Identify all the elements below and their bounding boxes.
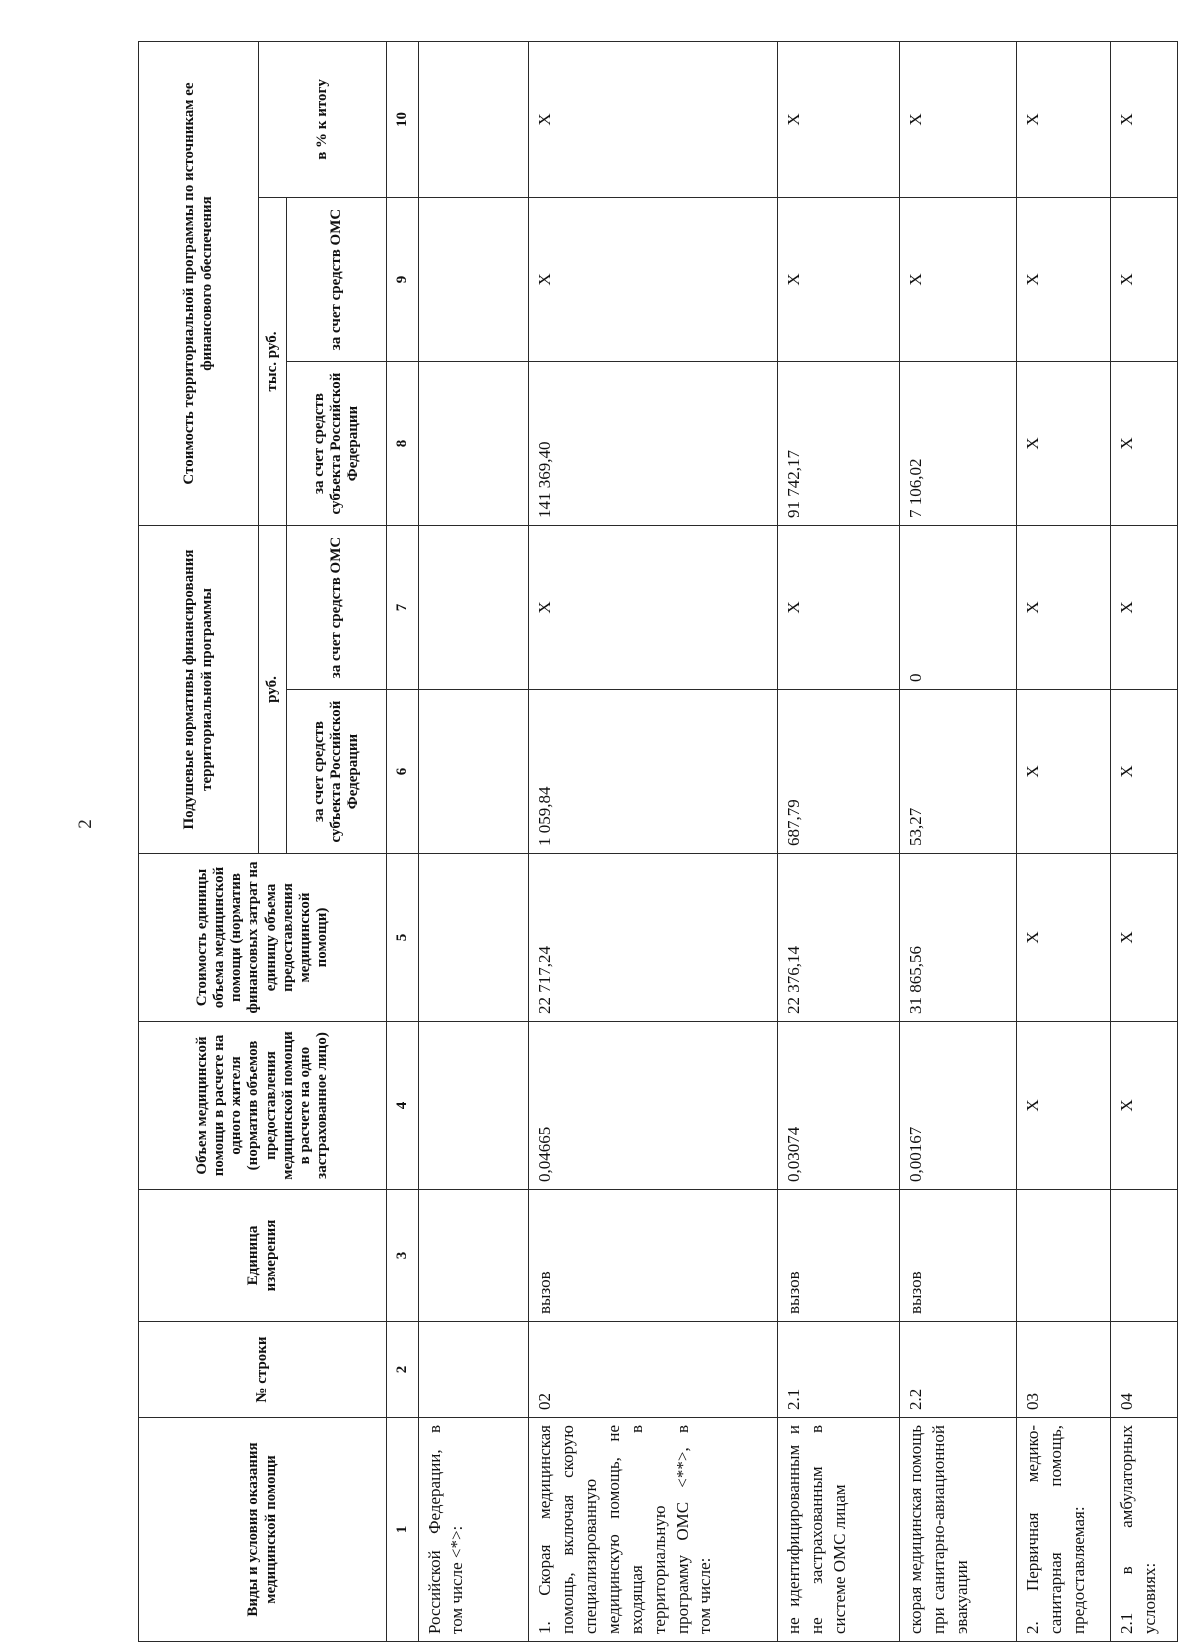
cell-per-capita-subject: Х — [1111, 690, 1178, 854]
cell-unit-cost: 31 865,56 — [900, 854, 1017, 1022]
cell-per-capita-oms: Х — [528, 526, 777, 690]
cell-line: 2.2 — [900, 1322, 1017, 1418]
table-row — [900, 41, 1017, 1641]
column-number: 8 — [387, 362, 418, 526]
cell-per-capita-subject: 53,27 — [900, 690, 1017, 854]
cell-per-capita-subject: Х — [1017, 690, 1111, 854]
cell-unit: вызов — [777, 1190, 899, 1322]
header-col7: за счет средств ОМС — [287, 526, 387, 690]
header-row-1 — [139, 41, 259, 1641]
column-number: 7 — [387, 526, 418, 690]
cell-cost-subject: 91 742,17 — [777, 362, 899, 526]
cell-percent: Х — [1111, 41, 1178, 197]
cell-volume: 0,00167 — [900, 1022, 1017, 1190]
header-unit-rub: руб. — [259, 526, 287, 854]
cell-name: не идентифицированным и не застрахованным в системе ОМС лицам — [777, 1418, 899, 1642]
cell-unit-cost — [418, 854, 528, 1022]
cell-unit — [418, 1190, 528, 1322]
column-number-row — [387, 41, 418, 1641]
cell-unit — [1017, 1190, 1111, 1322]
cell-volume: Х — [1017, 1022, 1111, 1190]
cell-cost-oms — [418, 198, 528, 362]
cell-cost-subject: 7 106,02 — [900, 362, 1017, 526]
column-number: 3 — [387, 1190, 418, 1322]
column-number: 5 — [387, 854, 418, 1022]
cell-cost-subject: Х — [1017, 362, 1111, 526]
header-col10: в % к итогу — [259, 41, 387, 197]
cell-per-capita-oms: Х — [1111, 526, 1178, 690]
cell-percent: Х — [528, 41, 777, 197]
cell-line: 02 — [528, 1322, 777, 1418]
table-rotated-container — [138, 42, 1178, 1642]
cell-volume: Х — [1111, 1022, 1178, 1190]
cell-percent: Х — [1017, 41, 1111, 197]
cell-per-capita-oms: 0 — [900, 526, 1017, 690]
cell-cost-subject: 141 369,40 — [528, 362, 777, 526]
header-group-cost: Стоимость территориальной программы по источникам ее финансового обеспечения — [139, 41, 259, 525]
column-number: 1 — [387, 1418, 418, 1642]
cell-per-capita-oms: Х — [1017, 526, 1111, 690]
cell-volume: 0,04665 — [528, 1022, 777, 1190]
cell-line: 03 — [1017, 1322, 1111, 1418]
cell-cost-oms: Х — [900, 198, 1017, 362]
cell-unit-cost: 22 376,14 — [777, 854, 899, 1022]
table-row — [1111, 41, 1178, 1641]
cell-cost-oms: Х — [528, 198, 777, 362]
header-unit-thousand-rub: тыс. руб. — [259, 198, 287, 526]
table-row — [528, 41, 777, 1641]
cell-cost-subject — [418, 362, 528, 526]
cell-unit-cost: Х — [1111, 854, 1178, 1022]
cell-line: 04 — [1111, 1322, 1178, 1418]
cell-name: 2.1 в амбулаторных условиях: — [1111, 1418, 1178, 1642]
cell-percent: Х — [900, 41, 1017, 197]
header-col2: № строки — [139, 1322, 387, 1418]
column-number: 2 — [387, 1322, 418, 1418]
cell-per-capita-subject — [418, 690, 528, 854]
cell-cost-oms: Х — [1017, 198, 1111, 362]
cell-percent — [418, 41, 528, 197]
page-number: 2 — [75, 819, 96, 829]
cell-unit: вызов — [900, 1190, 1017, 1322]
header-col8: за счет средств субъекта Российской Федерации — [287, 362, 387, 526]
header-col9: за счет средств ОМС — [287, 198, 387, 362]
cell-name: 1. Скорая медицинская помощь, включая скорую специализированную медицинскую помощь, не входящая в территориальную программу ОМС <**>, в том числе: — [528, 1418, 777, 1642]
table-row — [1017, 41, 1111, 1641]
header-col4: Объем медицинской помощи в расчете на одного жителя (норматив объемов предоставления медицинской помощи в расчете на одно застрахованное лицо) — [139, 1022, 387, 1190]
column-number: 9 — [387, 198, 418, 362]
header-col5: Стоимость единицы объема медицинской помощи (норматив финансовых затрат на единицу объема предоставления медицинской помощи) — [139, 854, 387, 1022]
cell-cost-oms: Х — [1111, 198, 1178, 362]
cell-unit-cost: 22 717,24 — [528, 854, 777, 1022]
header-col6: за счет средств субъекта Российской Федерации — [287, 690, 387, 854]
cell-volume: 0,03074 — [777, 1022, 899, 1190]
cell-unit — [1111, 1190, 1178, 1322]
column-number: 4 — [387, 1022, 418, 1190]
program-cost-table — [138, 41, 1178, 1642]
header-col1: Виды и условия оказания медицинской помощи — [139, 1418, 387, 1642]
cell-line: 2.1 — [777, 1322, 899, 1418]
cell-name: скорая медицинская помощь при санитарно-авиационной эвакуации — [900, 1418, 1017, 1642]
header-group-per-capita: Подушевые нормативы финансирования территориальной программы — [139, 526, 259, 854]
cell-name: 2. Первичная медико-санитарная помощь, предоставляемая: — [1017, 1418, 1111, 1642]
cell-line — [418, 1322, 528, 1418]
column-number: 6 — [387, 690, 418, 854]
cell-name: Российской Федерации, в том числе <*>: — [418, 1418, 528, 1642]
cell-cost-oms: Х — [777, 198, 899, 362]
header-col3: Единица измерения — [139, 1190, 387, 1322]
cell-percent: Х — [777, 41, 899, 197]
document-page — [138, 42, 1178, 1642]
cell-per-capita-oms: Х — [777, 526, 899, 690]
cell-volume — [418, 1022, 528, 1190]
cell-unit: вызов — [528, 1190, 777, 1322]
cell-per-capita-oms — [418, 526, 528, 690]
column-number: 10 — [387, 41, 418, 197]
cell-cost-subject: Х — [1111, 362, 1178, 526]
cell-per-capita-subject: 1 059,84 — [528, 690, 777, 854]
table-row — [777, 41, 899, 1641]
cell-unit-cost: Х — [1017, 854, 1111, 1022]
cell-per-capita-subject: 687,79 — [777, 690, 899, 854]
table-row — [418, 41, 528, 1641]
